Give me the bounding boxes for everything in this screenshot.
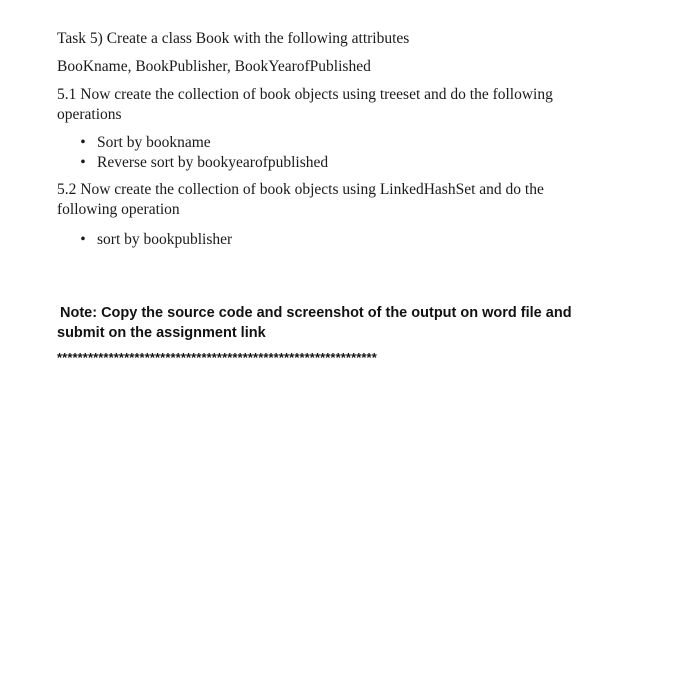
- bullet-text-reverse-sort: Reverse sort by bookyearofpublished: [97, 154, 329, 171]
- assignment-note: [57, 303, 577, 343]
- note-line-1: Note: Copy the source code and screenshot of the output on word file and: [60, 305, 572, 321]
- bullet-text-sort-by-bookname: Sort by bookname: [97, 134, 211, 151]
- list-item: [57, 153, 328, 173]
- section-5-1-text: 5.1 Now create the collection of book objects using treeset and do the following operations: [57, 86, 553, 123]
- bullet-icon: •: [80, 154, 86, 171]
- note-line-2: submit on the assignment link: [57, 325, 266, 341]
- section-5-1-bullet-list: [57, 133, 328, 173]
- bullet-icon: •: [80, 134, 86, 151]
- book-attributes: BooKname, BookPublisher, BookYearofPublished: [57, 58, 371, 75]
- section-5-2-text: 5.2 Now create the collection of book objects using LinkedHashSet and do the following operation: [57, 181, 544, 218]
- list-item: [57, 230, 232, 250]
- section-5-2-bullet-list: [57, 230, 232, 250]
- task-title: Task 5) Create a class Book with the following attributes: [57, 30, 410, 47]
- bullet-icon: •: [80, 231, 86, 248]
- asterisk-separator: **************************************************************: [57, 350, 377, 365]
- list-item: [57, 133, 328, 153]
- bullet-text-sort-by-bookpublisher: sort by bookpublisher: [97, 231, 233, 248]
